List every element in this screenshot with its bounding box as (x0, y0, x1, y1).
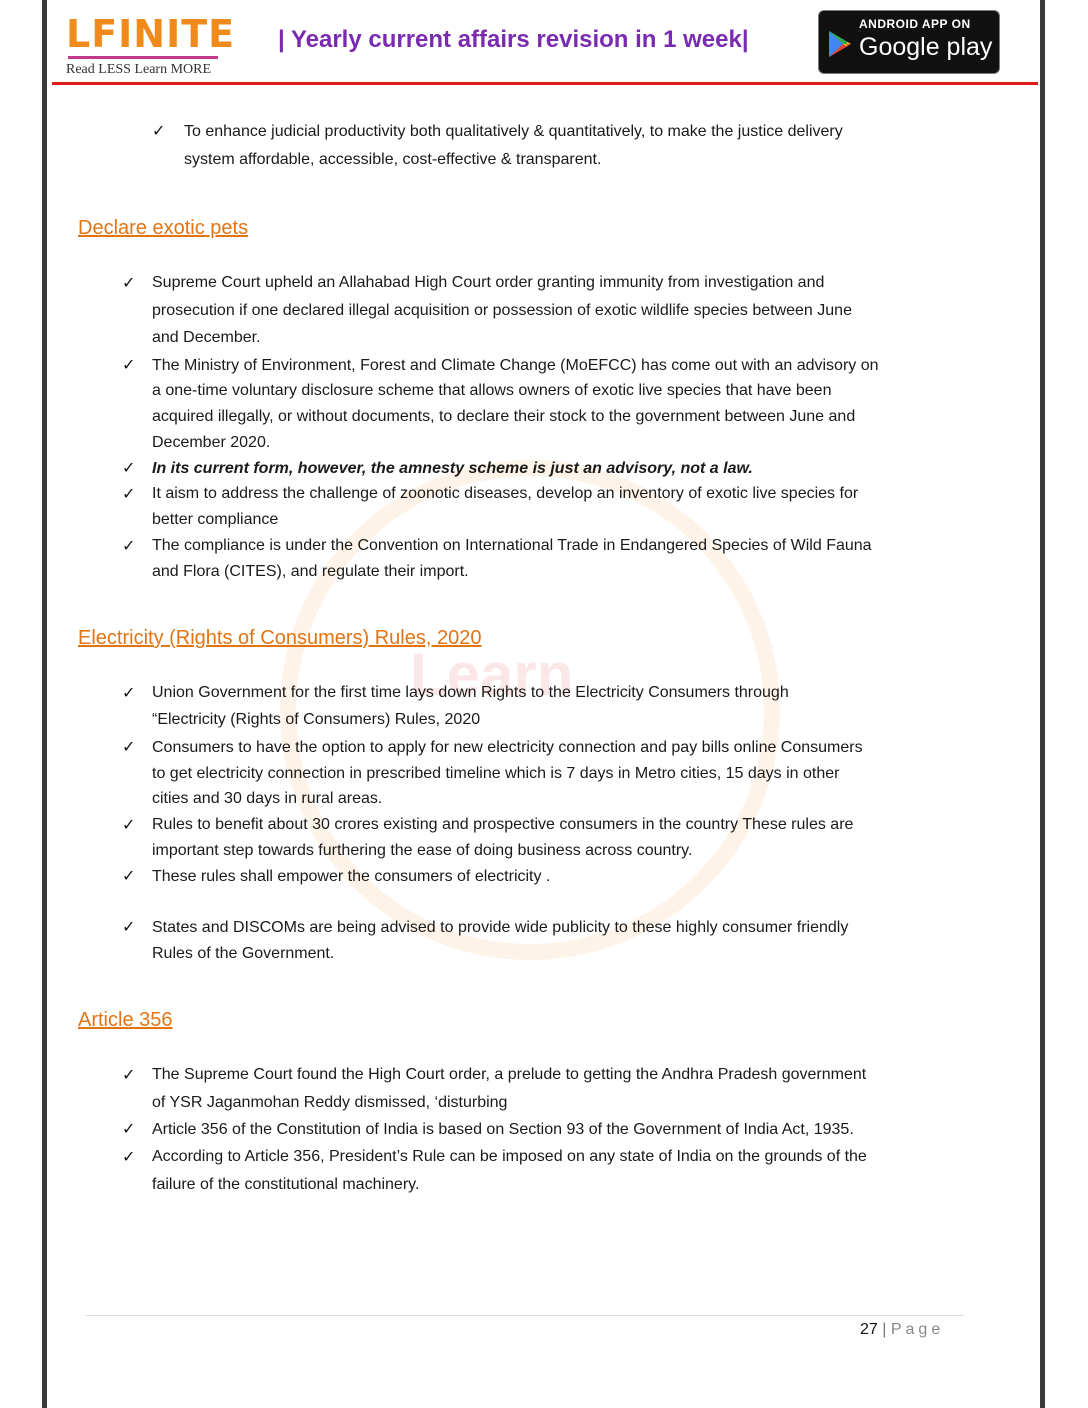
bullet-line: December 2020. (152, 434, 271, 451)
check-icon: ✓ (122, 917, 136, 936)
page-label: Page (890, 1321, 945, 1338)
bullet-line: Supreme Court upheld an Allahabad High Court order granting immunity from investigation and (152, 274, 825, 291)
bullet-line: “Electricity (Rights of Consumers) Rules, 2020 (152, 711, 481, 728)
bullet-line: The Supreme Court found the High Court order, a prelude to getting the Andhra Pradesh government (152, 1066, 867, 1083)
bullet-line: of YSR Jaganmohan Reddy dismissed, ‘disturbing (152, 1094, 508, 1111)
footer-separator: | (882, 1321, 887, 1338)
bullet-line: States and DISCOMs are being advised to provide wide publicity to these highly consumer friendly (152, 919, 849, 936)
check-icon: ✓ (152, 121, 166, 140)
check-icon: ✓ (122, 1119, 136, 1138)
page-border-left (42, 0, 47, 1408)
check-icon: ✓ (122, 484, 136, 503)
watermark-logo: Learn (410, 641, 574, 708)
logo-wordmark: LFINITE (66, 12, 236, 56)
check-icon: ✓ (122, 815, 136, 834)
section-heading: Declare exotic pets (78, 217, 249, 239)
page-number: 27 (860, 1321, 878, 1338)
bullet-line: Consumers to have the option to apply for new electricity connection and pay bills online Consumers (152, 739, 863, 756)
page-border-right (1040, 0, 1045, 1408)
bullet-line: The Ministry of Environment, Forest and Climate Change (MoEFCC) has come out with an advisory on (152, 357, 879, 374)
bullet-line: prosecution if one declared illegal acquisition or possession of exotic wildlife species between June (152, 302, 852, 319)
bullet-line: to get electricity connection in prescribed timeline which is 7 days in Metro cities, 15 days in other (152, 765, 840, 782)
bullet-line-emphasis: In its current form, however, the amnesty scheme is just an advisory, not a law. (152, 460, 753, 477)
check-icon: ✓ (122, 273, 136, 292)
play-store-icon (827, 29, 853, 59)
check-icon: ✓ (122, 458, 136, 477)
bullet-line: system affordable, accessible, cost-effective & transparent. (184, 151, 602, 168)
bullet-line: cities and 30 days in rural areas. (152, 790, 383, 807)
check-icon: ✓ (122, 737, 136, 756)
check-icon: ✓ (122, 866, 136, 885)
bullet-line: Union Government for the first time lays down Rights to the Electricity Consumers through (152, 684, 789, 701)
header-title: | Yearly current affairs revision in 1 week| (278, 26, 749, 53)
check-icon: ✓ (122, 355, 136, 374)
bullet-line: To enhance judicial productivity both qualitatively & quantitatively, to make the justice delivery (184, 123, 843, 140)
logo-underline (68, 56, 218, 59)
bullet-line: a one-time voluntary disclosure scheme that allows owners of exotic live species that have been (152, 382, 832, 399)
check-icon: ✓ (122, 683, 136, 702)
bullet-line: failure of the constitutional machinery. (152, 1176, 420, 1193)
bullet-line: Article 356 of the Constitution of India is based on Section 93 of the Government of India Act, 1935. (152, 1121, 854, 1138)
bullet-line: It aism to address the challenge of zoonotic diseases, develop an inventory of exotic live species for (152, 485, 859, 502)
bullet-line: According to Article 356, President’s Rule can be imposed on any state of India on the grounds of the (152, 1148, 867, 1165)
check-icon: ✓ (122, 536, 136, 555)
section-heading: Electricity (Rights of Consumers) Rules, 2020 (78, 627, 482, 649)
page-header (48, 0, 1038, 92)
check-icon: ✓ (122, 1147, 136, 1166)
google-play-badge[interactable] (818, 10, 1000, 74)
logo-tagline: Read LESS Learn MORE (66, 62, 212, 77)
badge-store-name: Google play (859, 33, 993, 61)
bullet-line: Rules of the Government. (152, 945, 335, 962)
bullet-line: important step towards furthering the ease of doing business across country. (152, 842, 693, 859)
bullet-line: These rules shall empower the consumers of electricity . (152, 868, 551, 885)
bullet-line: and December. (152, 329, 261, 346)
brand-logo[interactable] (66, 12, 236, 78)
bullet-line: The compliance is under the Convention on International Trade in Endangered Species of Wild Fauna (152, 537, 872, 554)
page-footer (860, 1318, 944, 1342)
bullet-line: Rules to benefit about 30 crores existing and prospective consumers in the country These rules are (152, 816, 854, 833)
header-divider (52, 82, 1038, 85)
footer-divider (86, 1315, 964, 1316)
section-heading: Article 356 (78, 1009, 173, 1031)
bullet-line: and Flora (CITES), and regulate their import. (152, 563, 469, 580)
bullet-line: better compliance (152, 511, 279, 528)
badge-caption: ANDROID APP ON (859, 17, 971, 31)
check-icon: ✓ (122, 1065, 136, 1084)
bullet-line: acquired illegally, or without documents, to declare their stock to the government between June and (152, 408, 856, 425)
